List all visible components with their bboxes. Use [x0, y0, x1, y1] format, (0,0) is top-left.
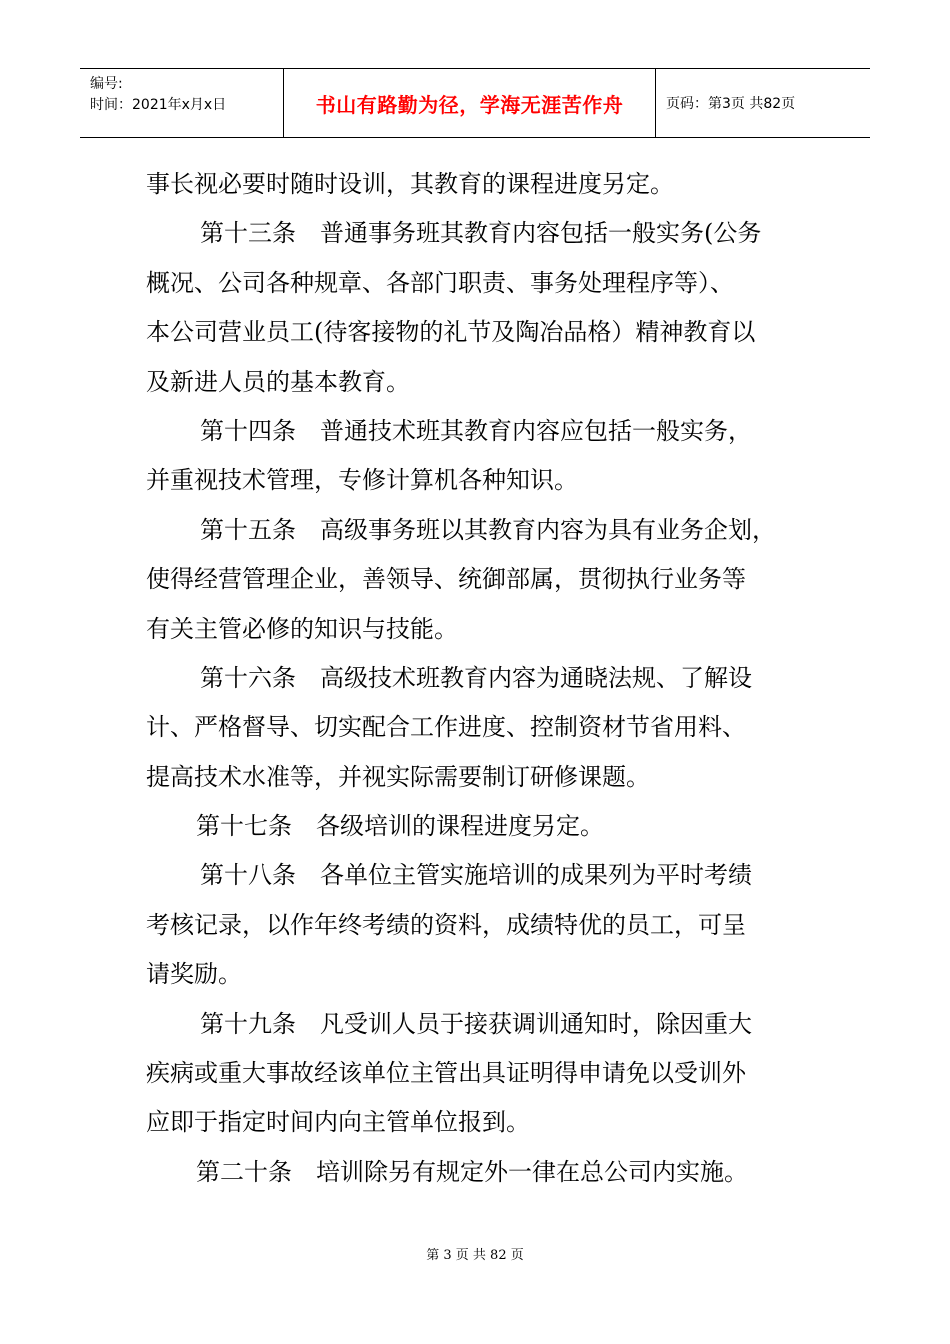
text-line: 计、严格督导、切实配合工作进度、控制资材节省用料、: [146, 713, 746, 742]
header-motto: 书山有路勤为径，学海无涯苦作舟: [284, 69, 656, 137]
text-line: 疾病或重大事故经该单位主管出具证明得申请免以受训外: [146, 1059, 746, 1088]
text-line: 提高技术水准等，并视实际需要制订研修课题。: [146, 762, 650, 791]
text-line: 及新进人员的基本教育。: [146, 367, 410, 396]
document-time-label: 时间：2021年x月x日: [90, 97, 227, 113]
article-16-line: 第十六条 高级技术班教育内容为通晓法规、了解设: [200, 663, 752, 692]
text-line: 有关主管必修的知识与技能。: [146, 614, 458, 643]
text-line: 请奖励。: [146, 960, 242, 989]
text-line: 使得经营管理企业，善领导、统御部属，贯彻执行业务等: [146, 565, 746, 594]
text-line: 本公司营业员工(待客接物的礼节及陶冶品格）精神教育以: [146, 318, 756, 347]
article-17-line: 第十七条 各级培训的课程进度另定。: [196, 812, 604, 841]
text-line: 事长视必要时随时设训，其教育的课程进度另定。: [146, 170, 674, 198]
text-line: 概况、公司各种规章、各部门职责、事务处理程序等）、: [146, 268, 734, 297]
text-line: 并重视技术管理，专修计算机各种知识。: [146, 466, 578, 495]
page-footer: 第 3 页 共 82 页: [426, 1248, 524, 1263]
article-13-line: 第十三条 普通事务班其教育内容包括一般实务(公务: [200, 219, 762, 248]
document-body: [146, 160, 826, 1197]
header-meta: [80, 69, 284, 137]
article-20-line: 第二十条 培训除另有规定外一律在总公司内实施。: [196, 1157, 748, 1186]
text-line: 应即于指定时间内向主管单位报到。: [146, 1108, 530, 1137]
page-header: [80, 68, 870, 138]
article-19-line: 第十九条 凡受训人员于接获调训通知时，除因重大: [200, 1009, 752, 1038]
article-15-line: 第十五条 高级事务班以其教育内容为具有业务企划，: [200, 515, 776, 544]
article-18-line: 第十八条 各单位主管实施培训的成果列为平时考绩: [200, 861, 752, 890]
document-number-label: 编号:: [90, 76, 123, 92]
article-14-line: 第十四条 普通技术班其教育内容应包括一般实务，: [200, 416, 752, 445]
text-line: 考核记录，以作年终考绩的资料，成绩特优的员工，可呈: [146, 910, 746, 939]
header-page-info: 页码：第3页 共82页: [666, 96, 796, 112]
